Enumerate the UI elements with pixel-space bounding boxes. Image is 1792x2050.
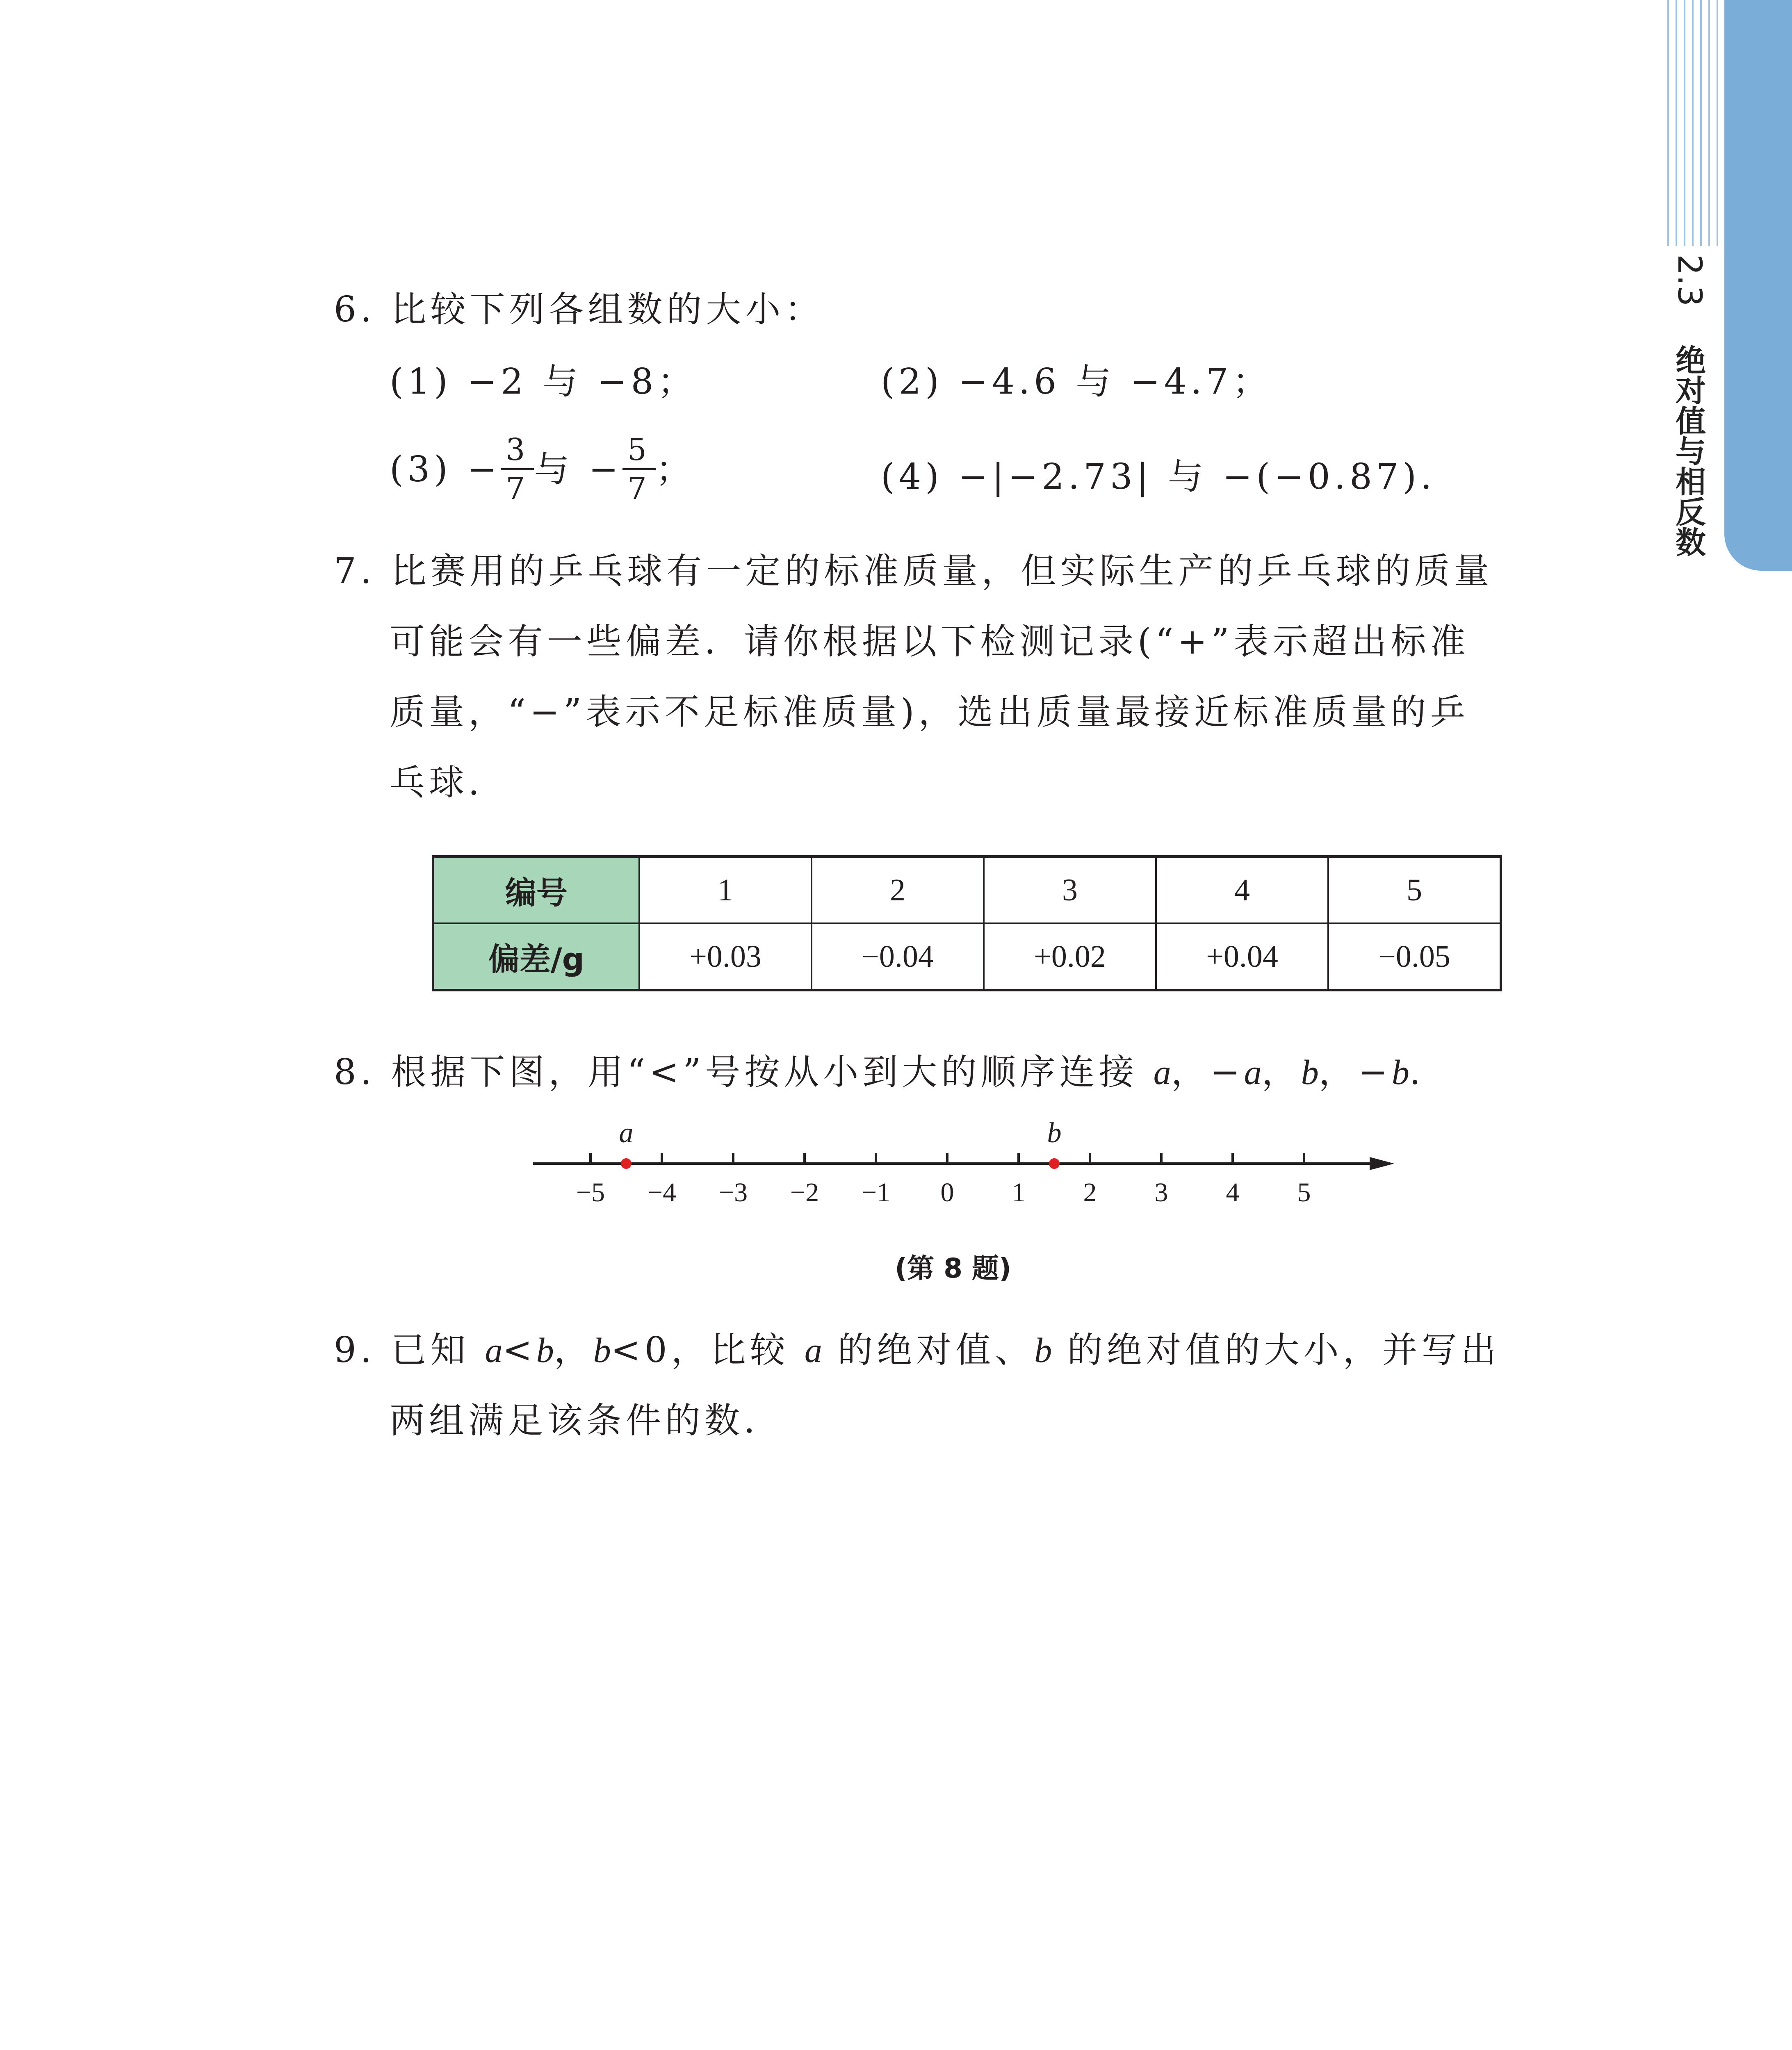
deviation-cell: +0.03 [639, 923, 812, 990]
id-cell: 5 [1328, 856, 1501, 923]
q6-part3 [390, 432, 695, 506]
number-line-figure [521, 1107, 1398, 1214]
var-a: a [804, 1330, 822, 1370]
id-cell: 3 [984, 856, 1156, 923]
fraction-denominator: 7 [501, 468, 534, 504]
q8-text [334, 1052, 1425, 1093]
q8-sep: ，− [1318, 1052, 1392, 1093]
tick-label: −3 [718, 1178, 748, 1207]
side-stripe-decoration [1665, 0, 1726, 246]
deviation-cell: −0.04 [812, 923, 984, 990]
q6-part4: (4) −|−2.73| 与 −(−0.87). [881, 456, 1436, 497]
tick-label: 2 [1083, 1178, 1097, 1207]
tick-label: −5 [576, 1178, 605, 1207]
var-b: b [1034, 1330, 1052, 1370]
q9-text: 9. 已知 [334, 1330, 485, 1371]
deviation-cell: −0.05 [1328, 923, 1501, 990]
tick-label: 3 [1154, 1178, 1168, 1207]
q7-line1: 7. 比赛用的乒乓球有一定的标准质量，但实际生产的乒乓球的质量 [334, 551, 1493, 592]
q9-text: < [502, 1330, 536, 1371]
var-b: b [1391, 1052, 1409, 1092]
tick-label: 4 [1226, 1178, 1240, 1207]
q9-text: 的绝对值的大小，并写出 [1052, 1330, 1500, 1371]
var-a: a [1244, 1052, 1262, 1092]
deviation-cell: +0.04 [1156, 923, 1328, 990]
q6-part3-mid: 与 − [534, 449, 622, 490]
fraction-numerator: 5 [627, 432, 651, 467]
tick-label: −4 [647, 1178, 677, 1207]
point-a-marker [621, 1158, 632, 1169]
tick-label: 0 [940, 1178, 954, 1207]
q8-sep: ， [1261, 1052, 1301, 1093]
var-b: b [1301, 1052, 1319, 1092]
q8-text-a: 8. 根据下图，用“<”号按从小到大的顺序连接 [334, 1052, 1154, 1093]
q9-text: ， [554, 1330, 593, 1371]
q9-text: 的绝对值、 [822, 1330, 1035, 1371]
id-cell: 1 [639, 856, 812, 923]
q8-end: . [1409, 1052, 1425, 1093]
tick-label: 1 [1012, 1178, 1026, 1207]
var-a: a [485, 1330, 503, 1370]
q9-line2: 两组满足该条件的数． [390, 1400, 783, 1441]
fraction-denominator: 7 [622, 468, 656, 504]
tick-label: −1 [861, 1178, 891, 1207]
fraction-5-7 [625, 432, 653, 506]
tick-label: −2 [790, 1178, 819, 1207]
point-b-marker [1049, 1158, 1060, 1169]
point-b-label: b [1047, 1117, 1062, 1149]
q7-line3: 质量，“−”表示不足标准质量)，选出质量最接近标准质量的乒 [390, 692, 1470, 733]
fraction-numerator: 3 [506, 432, 529, 467]
deviation-cell: +0.02 [984, 923, 1156, 990]
figure-caption: (第 8 题) [895, 1253, 1012, 1284]
var-b: b [593, 1330, 611, 1370]
deviation-header: 偏差/g [433, 923, 639, 990]
point-a-label: a [619, 1117, 634, 1149]
var-b: b [536, 1330, 554, 1370]
id-cell: 4 [1156, 856, 1328, 923]
axis-arrow-icon [1370, 1157, 1394, 1170]
q7-line2: 可能会有一些偏差．请你根据以下检测记录(“+”表示超出标准 [390, 621, 1470, 662]
q7-line4: 乓球． [390, 762, 508, 803]
tick-label: 5 [1297, 1178, 1311, 1207]
id-header: 编号 [433, 856, 639, 923]
section-title: 绝对值与相反数 [1671, 344, 1706, 557]
table-row [433, 923, 1501, 990]
q6-part2: (2) −4.6 与 −4.7； [881, 361, 1272, 402]
section-number: 2.3 [1671, 254, 1709, 307]
q6-part3-label: (3) − [390, 449, 501, 490]
q8-sep: ，− [1171, 1052, 1244, 1093]
id-cell: 2 [812, 856, 984, 923]
var-a: a [1153, 1052, 1171, 1092]
fraction-3-7 [503, 432, 531, 506]
q9-text: <0，比较 [611, 1330, 805, 1371]
q6-part1: (1) −2 与 −8； [390, 361, 697, 402]
table-row [433, 856, 1501, 923]
q6-part3-end: ； [655, 449, 695, 490]
deviation-table [432, 855, 1502, 991]
q6-stem: 6. 比较下列各组数的大小： [334, 289, 824, 330]
chapter-side-tab [1724, 0, 1792, 571]
q9-line1 [334, 1330, 1500, 1371]
